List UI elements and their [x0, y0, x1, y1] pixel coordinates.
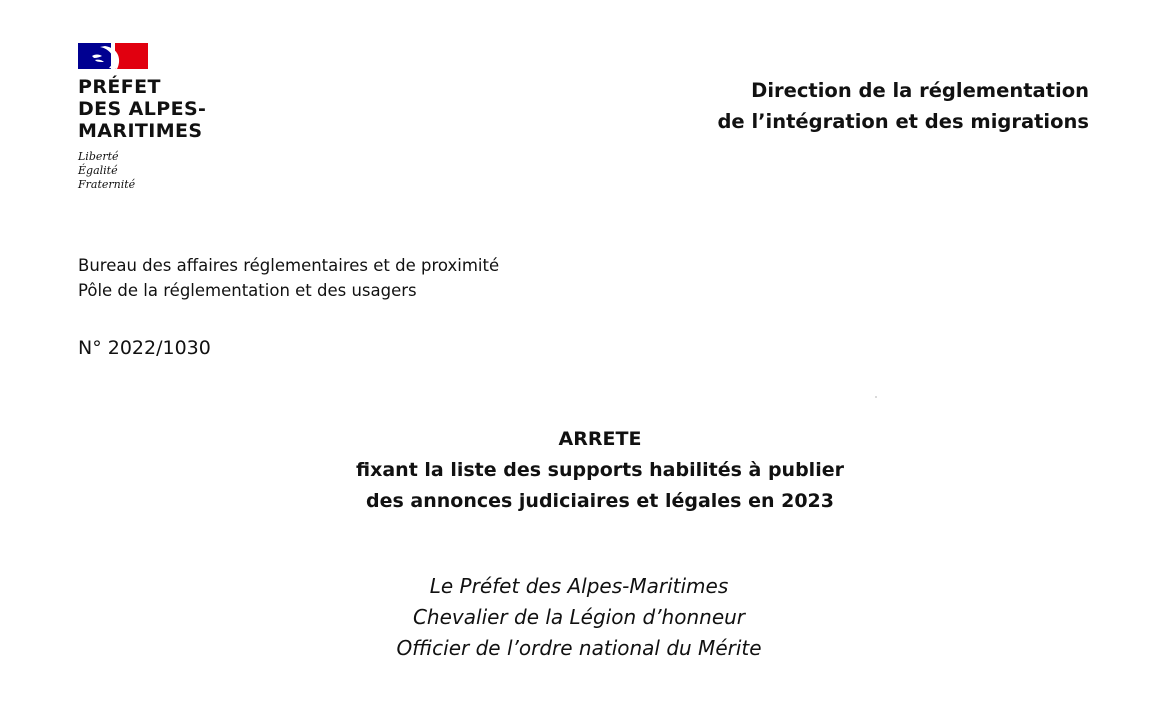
signatory-line: Le Préfet des Alpes-Maritimes: [429, 574, 729, 598]
prefecture-title: [78, 76, 278, 142]
arrete-subtitle-line: des annonces judiciaires et légales en 2023: [365, 490, 834, 512]
signatory-block: [0, 571, 1158, 664]
direction-line: Direction de la réglementation: [751, 79, 1089, 102]
prefecture-title-line: MARITIMES: [78, 120, 203, 142]
direction-line: de l’intégration et des migrations: [717, 110, 1089, 133]
prefecture-logo: [78, 43, 278, 192]
prefecture-title-line: DES ALPES-: [78, 98, 207, 120]
motto-line: Fraternité: [78, 178, 136, 191]
marianne-flag-logo: [78, 43, 148, 71]
arrete-subtitle-line: fixant la liste des supports habilités à publier: [356, 459, 844, 481]
signatory-line: Officier de l’ordre national du Mérite: [396, 636, 762, 660]
bureau-block: [78, 253, 499, 303]
signatory-line: Chevalier de la Légion d’honneur: [412, 605, 746, 629]
arrete-heading: [0, 424, 1158, 517]
arrete-number: N° 2022/1030: [78, 337, 211, 359]
direction-header: [717, 75, 1089, 137]
motto-line: Égalité: [78, 164, 118, 177]
prefecture-title-line: PRÉFET: [78, 76, 161, 98]
arrete-title: ARRETE: [558, 428, 642, 450]
motto-line: Liberté: [78, 150, 119, 163]
republic-motto: [78, 150, 278, 192]
scan-speck: [875, 396, 877, 398]
pole-line: Pôle de la réglementation et des usagers: [78, 281, 417, 300]
bureau-line: Bureau des affaires réglementaires et de proximité: [78, 256, 500, 275]
